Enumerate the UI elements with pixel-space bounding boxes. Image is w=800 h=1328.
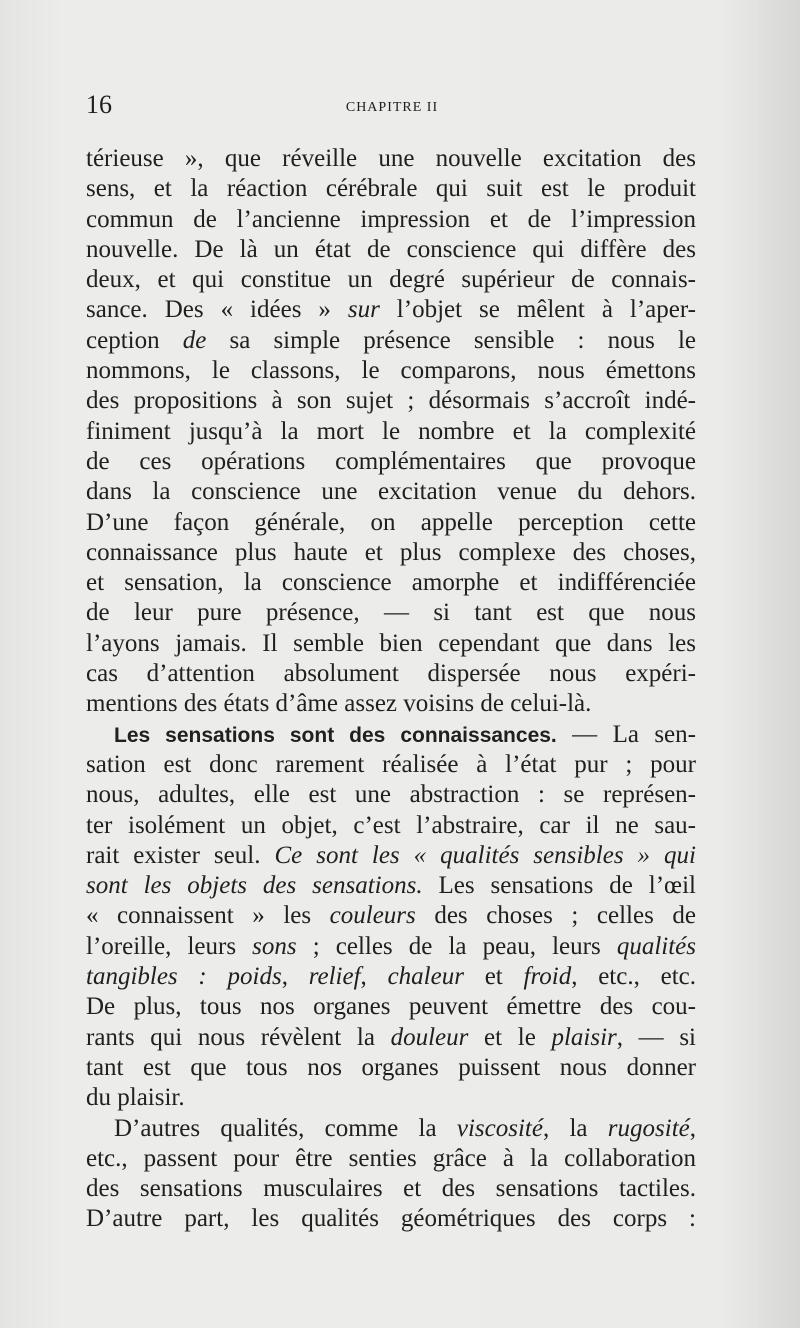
text-line: De plus, tous nos organes peuvent émettre des cou-	[86, 993, 696, 1021]
text-run: et le	[468, 1023, 552, 1051]
text-line	[86, 720, 696, 750]
text-run: , la	[542, 1114, 608, 1142]
italic-text: Ce sont les « qualités sensibles » qui	[274, 841, 696, 869]
text-run: ,	[360, 963, 388, 991]
text-line: dans la conscience une excitation venue du dehors.	[86, 478, 696, 506]
text-line: cas d’attention absolument dispersée nous expéri-	[86, 660, 696, 688]
italic-text: froid	[523, 963, 572, 991]
text-run: « connaissent » les	[86, 902, 330, 930]
text-run: D’autres qualités, comme la	[114, 1114, 457, 1142]
italic-text: douleur	[390, 1023, 469, 1051]
text-run: sance. Des « idées »	[86, 296, 348, 324]
italic-text: chaleur	[387, 963, 464, 991]
text-run: rait exister seul.	[86, 841, 275, 869]
italic-text: sons	[252, 932, 297, 960]
text-run: et	[463, 963, 524, 991]
text-line	[86, 326, 696, 356]
text-line: connaissance plus haute et plus complexe des choses,	[86, 538, 696, 566]
text-line: deux, et qui constitue un degré supérieur de connais-	[86, 266, 696, 294]
text-line: D’une façon générale, on appelle perception cette	[86, 508, 696, 536]
text-line: et sensation, la conscience amorphe et indifférenciée	[86, 569, 696, 597]
text-line	[86, 841, 696, 871]
text-line: commun de l’ancienne impression et de l’impression	[86, 205, 696, 233]
section-heading: Les sensations sont des connaissances.	[114, 723, 557, 747]
text-line	[86, 1114, 696, 1144]
text-line	[86, 295, 696, 325]
text-line	[86, 901, 696, 931]
text-run: ception	[86, 326, 183, 354]
italic-text: viscosité	[456, 1114, 543, 1142]
text-line: sens, et la réaction cérébrale qui suit est le produit	[86, 175, 696, 203]
text-line: nommons, le classons, le comparons, nous émettons	[86, 357, 696, 385]
text-line: nouvelle. De là un état de conscience qui diffère des	[86, 235, 696, 263]
text-run: , etc., etc.	[571, 963, 696, 991]
text-line: mentions des états d’âme assez voisins de celui-là.	[86, 690, 592, 718]
text-run: des choses ; celles de	[415, 902, 696, 930]
text-run: ,	[689, 1114, 696, 1142]
text-line: finiment jusqu’à la mort le nombre et la complexité	[86, 417, 696, 445]
text-run: l’oreille, leurs	[86, 932, 253, 960]
text-line: de ces opérations complémentaires que provoque	[86, 447, 696, 475]
text-run: ; celles de la peau, leurs	[296, 932, 617, 960]
text-line: du plaisir.	[86, 1084, 185, 1112]
page-header	[86, 90, 698, 126]
italic-text: relief	[308, 963, 361, 991]
text-line: tant est que tous nos organes puissent nous donner	[86, 1053, 696, 1081]
text-run: l’objet se mêlent à l’aper-	[379, 296, 696, 324]
text-line	[86, 871, 696, 901]
text-line: des sensations musculaires et des sensations tactiles.	[86, 1175, 696, 1203]
text-line: des propositions à son sujet ; désormais s’accroît indé-	[86, 387, 696, 415]
italic-text: qualités	[616, 932, 696, 960]
text-run: ,	[281, 963, 309, 991]
text-line: sation est donc rarement réalisée à l’état pur ; pour	[86, 750, 696, 778]
italic-text: sur	[347, 296, 380, 324]
text-line: de leur pure présence, — si tant est que nous	[86, 599, 696, 627]
page-number: 16	[86, 90, 112, 119]
text-run: Les sensations de l’œil	[422, 872, 696, 900]
text-run: rants qui nous révèlent la	[86, 1023, 391, 1051]
italic-text: rugosité	[607, 1114, 690, 1142]
italic-text: plaisir	[551, 1023, 617, 1051]
text-run: sa simple présence sensible : nous le	[206, 326, 696, 354]
text-run: , — si	[616, 1023, 696, 1051]
body-text	[86, 144, 696, 1235]
text-line: térieuse », que réveille une nouvelle excitation des	[86, 145, 696, 172]
text-line: l’ayons jamais. Il semble bien cependant que dans les	[86, 629, 696, 657]
italic-text: tangibles : poids	[86, 963, 282, 991]
text-line	[86, 1023, 696, 1053]
text-line	[86, 962, 696, 992]
text-line: D’autre part, les qualités géométriques des corps :	[86, 1205, 696, 1233]
italic-text: sont les objets des sensations.	[86, 872, 423, 900]
text-line: ter isolément un objet, c’est l’abstraire, car il ne sau-	[86, 811, 696, 839]
text-run: — La sen-	[556, 720, 696, 748]
italic-text: de	[182, 326, 207, 354]
text-line: nous, adultes, elle est une abstraction : se représen-	[86, 781, 696, 809]
text-line: etc., passent pour être senties grâce à la collaboration	[86, 1144, 696, 1172]
italic-text: couleurs	[329, 902, 416, 930]
running-head: CHAPITRE II	[345, 100, 439, 115]
text-line	[86, 932, 696, 962]
